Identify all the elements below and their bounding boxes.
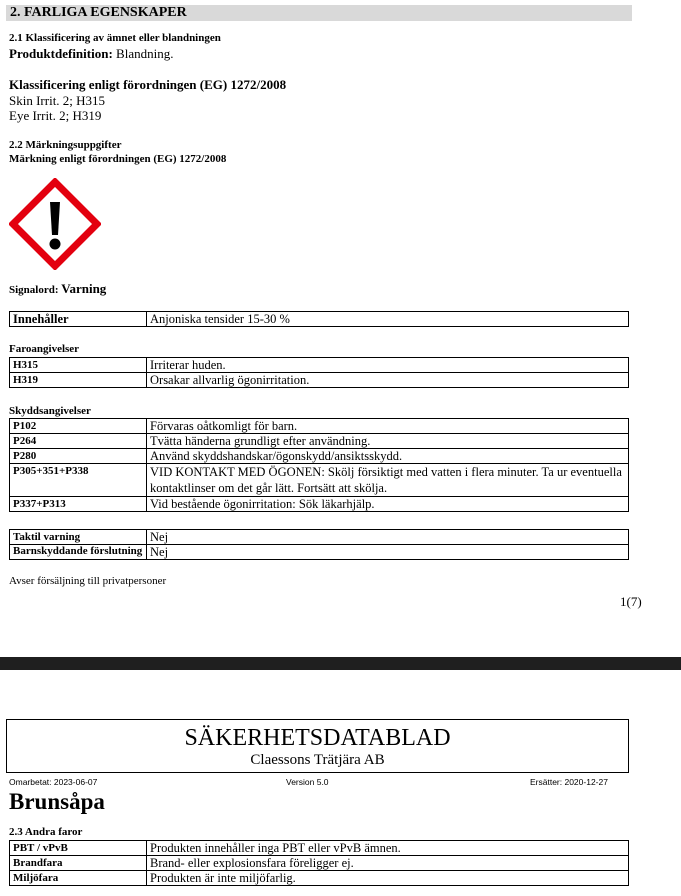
exclamation-mark-icon: [9, 178, 101, 270]
precaution-text: Använd skyddshandskar/ögonskydd/ansiktsskydd.: [147, 449, 629, 464]
hazard-code: H315: [10, 358, 147, 373]
precaution-code: P280: [10, 449, 147, 464]
contains-label: Innehåller: [10, 312, 147, 327]
labelling-regulation-title: Märkning enligt förordningen (EG) 1272/2008: [9, 153, 227, 165]
replaces-date: Ersätter: 2020-12-27: [530, 777, 608, 787]
other-hazard-label: Brandfara: [10, 856, 147, 871]
page-number: 1(7): [620, 594, 642, 609]
document-header: [6, 719, 629, 773]
precaution-code: P305+351+P338: [10, 464, 147, 497]
packaging-value: Nej: [147, 545, 629, 560]
precaution-text: VID KONTAKT MED ÖGONEN: Skölj försiktigt med vatten i flera minuter. Ta ur eventuella kontaktlinser om det går lätt. Fortsätt att skölja.: [147, 464, 629, 497]
classification-item: Eye Irrit. 2; H319: [9, 108, 102, 123]
table-row: [10, 856, 629, 871]
subheading-2-2: 2.2 Märkningsuppgifter: [9, 139, 122, 151]
section-heading: 2. FARLIGA EGENSKAPER: [6, 5, 632, 21]
hazard-code: H319: [10, 373, 147, 388]
packaging-label: Barnskyddande förslutning: [10, 545, 147, 560]
signal-word: [9, 281, 106, 297]
table-row: [10, 871, 629, 886]
table-row: [10, 530, 629, 545]
page-separator: [0, 657, 681, 670]
table-row: [10, 464, 629, 497]
contains-table: [9, 311, 629, 327]
note-private-sale: Avser försäljning till privatpersoner: [9, 575, 167, 587]
packaging-value: Nej: [147, 530, 629, 545]
precaution-code: P337+P313: [10, 497, 147, 512]
table-row: [10, 358, 629, 373]
hazard-statements-title: Faroangivelser: [9, 343, 80, 355]
precaution-text: Förvaras oåtkomligt för barn.: [147, 419, 629, 434]
other-hazard-label: Miljöfara: [10, 871, 147, 886]
packaging-table: [9, 529, 629, 560]
document-title: SÄKERHETSDATABLAD: [184, 725, 451, 751]
product-definition-value: Blandning.: [116, 46, 174, 61]
table-row: [10, 497, 629, 512]
subheading-2-1: 2.1 Klassificering av ämnet eller blandningen: [9, 32, 221, 44]
company-name: Claessons Trätjära AB: [250, 752, 385, 768]
packaging-label: Taktil varning: [10, 530, 147, 545]
subheading-2-3: 2.3 Andra faror: [9, 826, 83, 838]
signal-word-value: Varning: [61, 281, 107, 296]
signal-word-label: Signalord:: [9, 284, 59, 296]
table-row: [10, 312, 629, 327]
contains-value: Anjoniska tensider 15-30 %: [147, 312, 629, 327]
revised-date: Omarbetat: 2023-06-07: [9, 777, 98, 787]
product-name: Brunsåpa: [9, 789, 105, 814]
table-row: [10, 434, 629, 449]
product-definition-label: Produktdefinition:: [9, 46, 113, 61]
precaution-text: Vid bestående ögonirritation: Sök läkarhjälp.: [147, 497, 629, 512]
table-row: [10, 841, 629, 856]
other-hazard-value: Produkten är inte miljöfarlig.: [147, 871, 629, 886]
version: Version 5.0: [286, 777, 329, 787]
precaution-code: P102: [10, 419, 147, 434]
other-hazard-value: Brand- eller explosionsfara föreligger ej.: [147, 856, 629, 871]
hazard-text: Orsakar allvarlig ögonirritation.: [147, 373, 629, 388]
table-row: [10, 449, 629, 464]
precaution-text: Tvätta händerna grundligt efter användning.: [147, 434, 629, 449]
table-row: [10, 373, 629, 388]
product-definition: [9, 46, 173, 61]
other-hazards-table: [9, 840, 629, 886]
table-row: [10, 419, 629, 434]
table-row: [10, 545, 629, 560]
precautionary-statements-title: Skyddsangivelser: [9, 405, 91, 417]
classification-item: Skin Irrit. 2; H315: [9, 93, 106, 108]
other-hazard-value: Produkten innehåller inga PBT eller vPvB ämnen.: [147, 841, 629, 856]
precautionary-statements-table: [9, 418, 629, 512]
hazard-statements-table: [9, 357, 629, 388]
precaution-code: P264: [10, 434, 147, 449]
hazard-text: Irriterar huden.: [147, 358, 629, 373]
other-hazard-label: PBT / vPvB: [10, 841, 147, 856]
classification-regulation-title: Klassificering enligt förordningen (EG) 1272/2008: [9, 77, 287, 92]
